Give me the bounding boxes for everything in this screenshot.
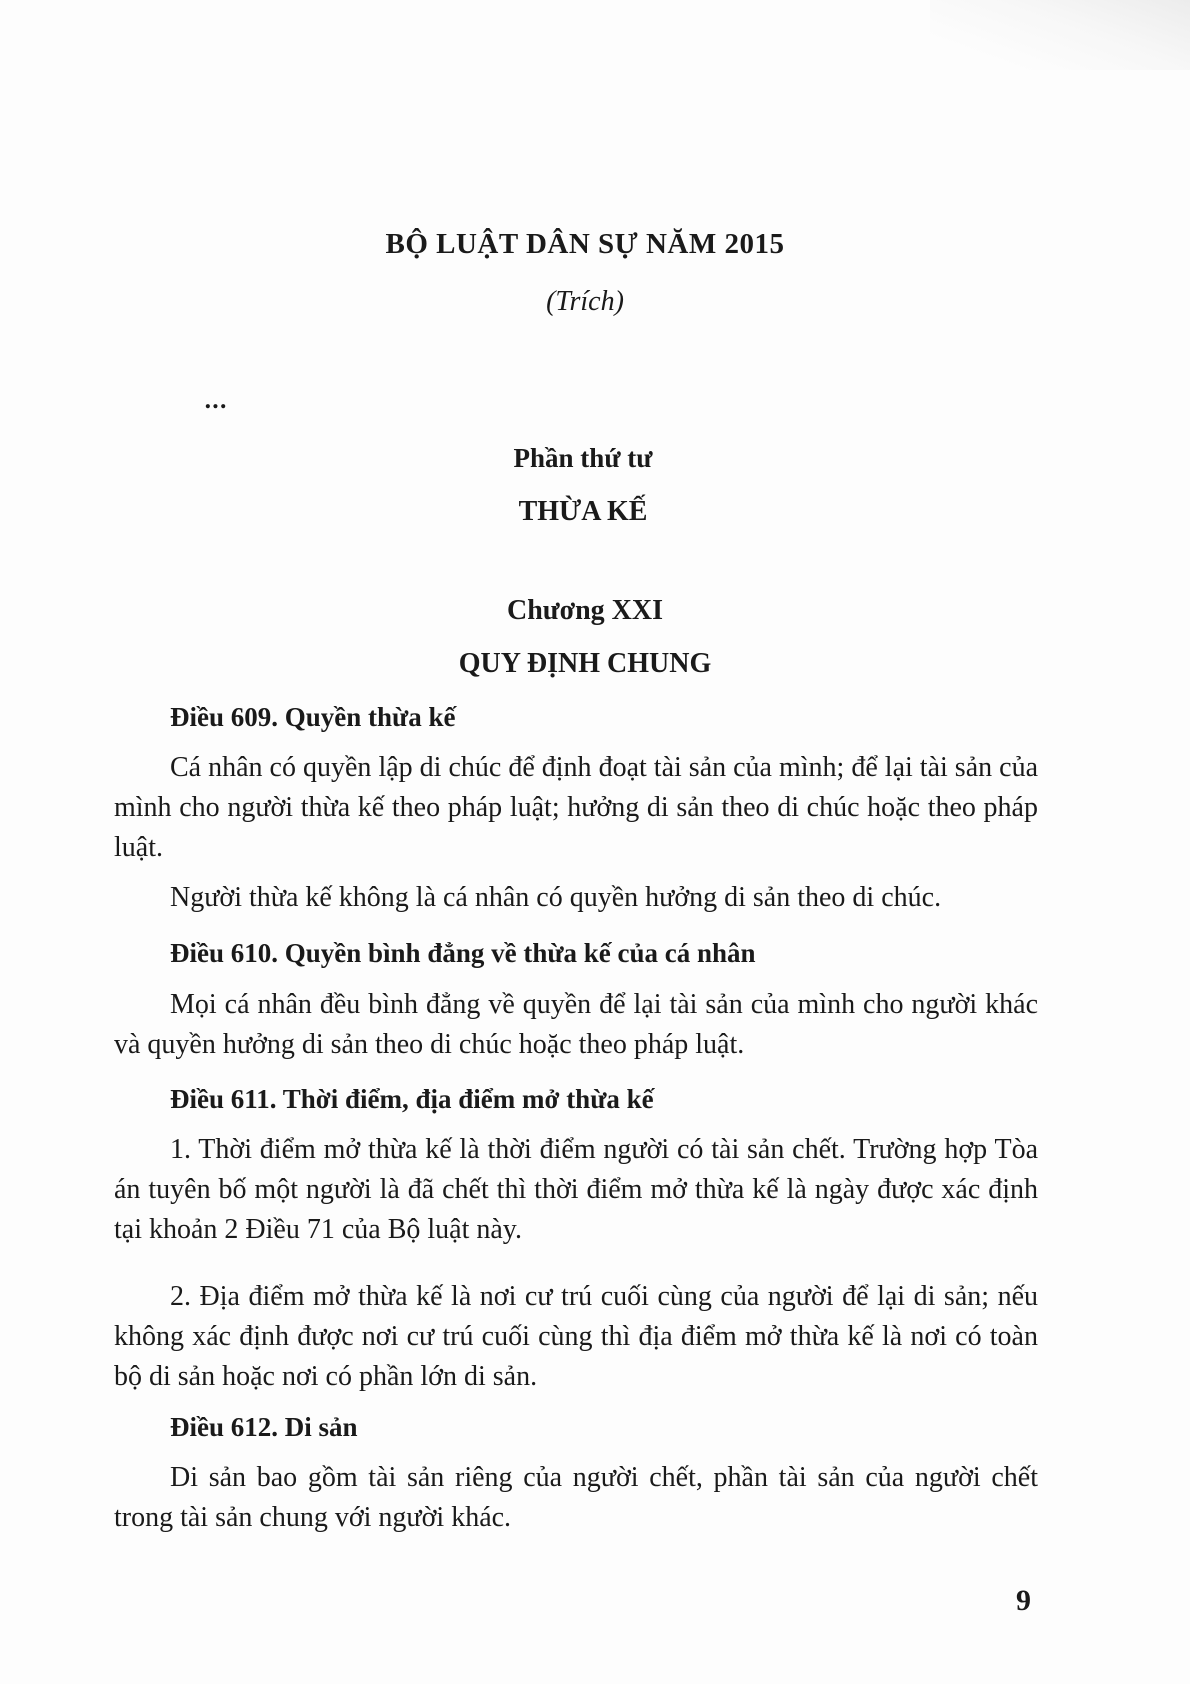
part-label: Phần thứ tư xyxy=(513,443,653,473)
paragraph-text: 1. Thời điểm mở thừa kế là thời điểm người có tài sản chết. Trường hợp Tòa án tuyên bố một người là đã chết thì thời điểm mở thừa kế là ngày được xác định tại khoản 2 Điều 71 của Bộ luật này. xyxy=(114,1134,1038,1245)
article-609-heading: Điều 609. Quyền thừa kế xyxy=(170,702,456,732)
article-611-paragraph-1 xyxy=(114,1130,1038,1250)
document-subtitle: (Trích) xyxy=(546,286,624,317)
document-title: BỘ LUẬT DÂN SỰ NĂM 2015 xyxy=(385,228,785,260)
paragraph-text: Di sản bao gồm tài sản riêng của người chết, phần tài sản của người chết trong tài sản chung với người khác. xyxy=(114,1462,1038,1533)
article-609-paragraph-2 xyxy=(114,878,1038,918)
omission-ellipsis: ... xyxy=(204,388,227,414)
paragraph-text: 2. Địa điểm mở thừa kế là nơi cư trú cuối cùng của người để lại di sản; nếu không xác định được nơi cư trú cuối cùng thì địa điểm mở thừa kế là nơi có toàn bộ di sản hoặc nơi có phần lớn di sản. xyxy=(114,1281,1038,1392)
article-611-paragraph-2 xyxy=(114,1277,1038,1397)
paragraph-text: Người thừa kế không là cá nhân có quyền hưởng di sản theo di chúc. xyxy=(170,882,942,913)
part-title: THỪA KẾ xyxy=(518,496,648,527)
article-610-heading: Điều 610. Quyền bình đẳng về thừa kế của cá nhân xyxy=(170,938,756,968)
page-number: 9 xyxy=(1016,1584,1031,1617)
paragraph-text: Mọi cá nhân đều bình đẳng về quyền để lại tài sản của mình cho người khác và quyền hưởng di sản theo di chúc hoặc theo pháp luật. xyxy=(114,989,1038,1060)
chapter-label: Chương XXI xyxy=(506,595,663,626)
article-611-heading: Điều 611. Thời điểm, địa điểm mở thừa kế xyxy=(170,1084,654,1114)
article-610-paragraph-1 xyxy=(114,985,1038,1065)
paragraph-text: Cá nhân có quyền lập di chúc để định đoạt tài sản của mình; để lại tài sản của mình cho người thừa kế theo pháp luật; hưởng di sản theo di chúc hoặc theo pháp luật. xyxy=(114,752,1038,863)
article-612-paragraph-1 xyxy=(114,1458,1038,1538)
chapter-title: QUY ĐỊNH CHUNG xyxy=(458,648,712,679)
article-609-paragraph-1 xyxy=(114,748,1038,868)
article-612-heading: Điều 612. Di sản xyxy=(170,1412,358,1442)
page-corner-shadow xyxy=(930,0,1190,70)
